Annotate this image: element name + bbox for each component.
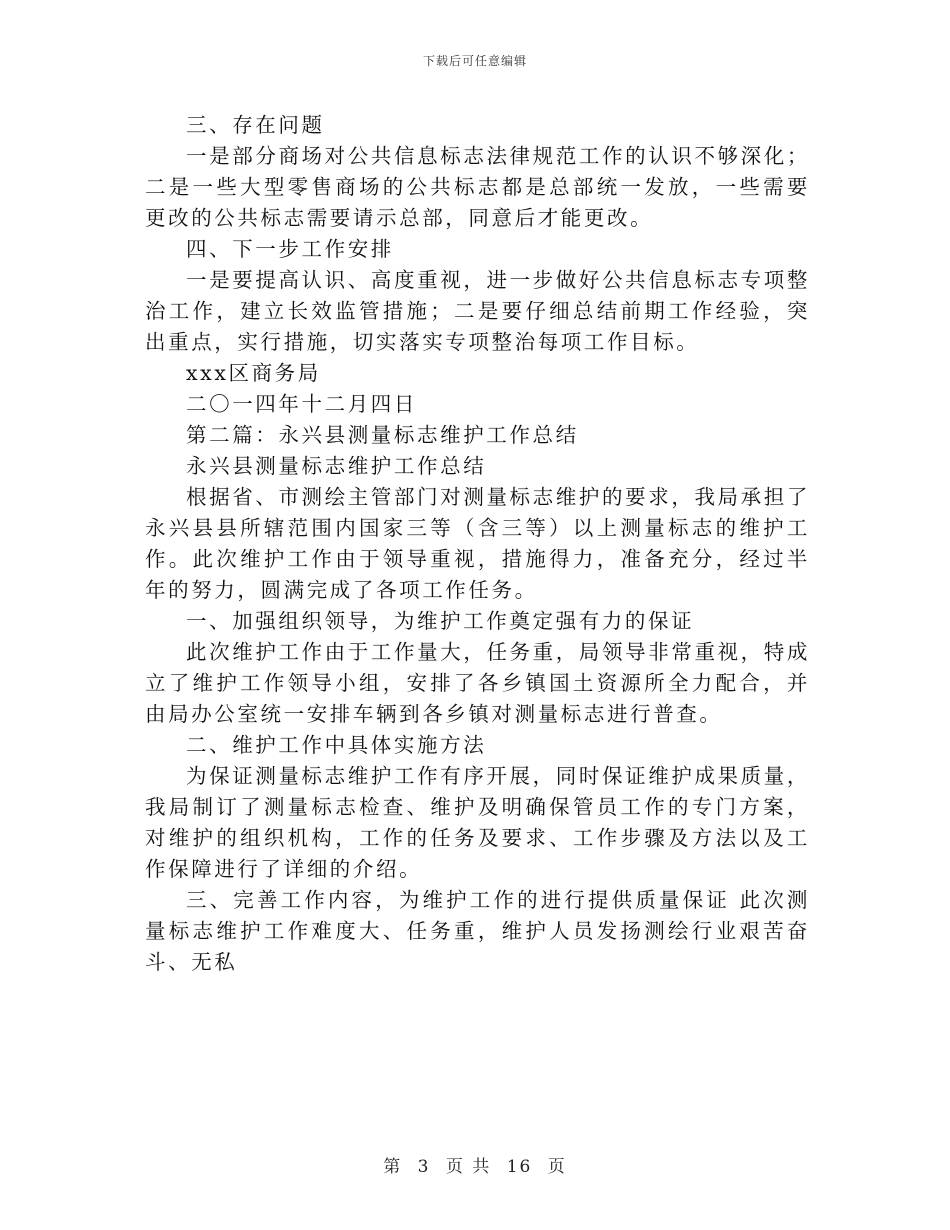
section-heading-problems: 三、存在问题 bbox=[186, 113, 325, 137]
paragraph-problems: 一是部分商场对公共信息标志法律规范工作的认识不够深化；二是一些大型零售商场的公共标志都是总部统一发放，一些需要更改的公共标志需要请示总部，同意后才能更改。 bbox=[145, 144, 810, 230]
section-heading-quality: 三、完善工作内容，为维护工作的进行提供质量保证 此次测量标志维护工作难度大、任务重，维护人员发扬测绘行业艰苦奋斗、无私 bbox=[145, 888, 810, 974]
footer-page-number: 3 bbox=[417, 1157, 431, 1177]
section-heading-methods: 二、维护工作中具体实施方法 bbox=[186, 733, 487, 757]
footer-mid: 页 共 bbox=[445, 1157, 492, 1177]
signature-date: 二〇一四年十二月四日 bbox=[186, 392, 417, 416]
document-body bbox=[145, 110, 810, 978]
page-header: 下载后可任意编辑 bbox=[422, 54, 527, 68]
footer-prefix: 第 bbox=[383, 1157, 403, 1177]
footer-suffix: 页 bbox=[547, 1157, 567, 1177]
chapter-title: 第二篇：永兴县测量标志维护工作总结 bbox=[186, 423, 579, 447]
paragraph-methods: 为保证测量标志维护工作有序开展，同时保证维护成果质量，我局制订了测量标志检查、维护及明确保管员工作的专门方案，对维护的组织机构，工作的任务及要求、工作步骤及方法以及工作保障进行了详细的介绍。 bbox=[145, 764, 810, 881]
document-title: 永兴县测量标志维护工作总结 bbox=[186, 454, 487, 478]
section-heading-next-steps: 四、下一步工作安排 bbox=[186, 237, 394, 261]
section-heading-organization: 一、加强组织领导，为维护工作奠定强有力的保证 bbox=[186, 609, 695, 633]
paragraph-next-steps: 一是要提高认识、高度重视，进一步做好公共信息标志专项整治工作，建立长效监管措施；二是要仔细总结前期工作经验，突出重点，实行措施，切实落实专项整治每项工作目标。 bbox=[145, 268, 810, 354]
footer-total-pages: 16 bbox=[506, 1157, 533, 1177]
paragraph-intro: 根据省、市测绘主管部门对测量标志维护的要求，我局承担了永兴县县所辖范围内国家三等（含三等）以上测量标志的维护工作。此次维护工作由于领导重视，措施得力，准备充分，经过半年的努力，圆满完成了各项工作任务。 bbox=[145, 485, 810, 602]
page-footer bbox=[0, 1152, 950, 1177]
signature-organization: xxx区商务局 bbox=[186, 361, 321, 385]
paragraph-organization: 此次维护工作由于工作量大，任务重，局领导非常重视，特成立了维护工作领导小组，安排了各乡镇国土资源所全力配合，并由局办公室统一安排车辆到各乡镇对测量标志进行普查。 bbox=[145, 640, 810, 726]
